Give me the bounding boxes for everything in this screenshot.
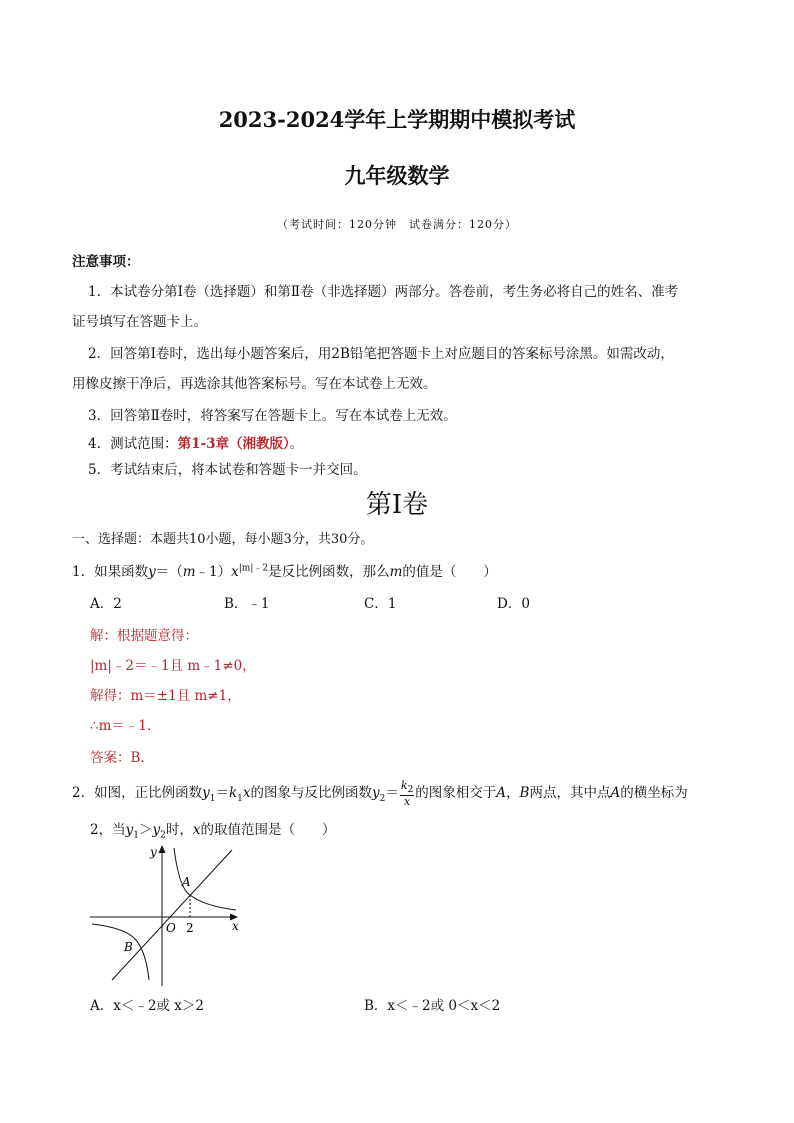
q2-line2-pre: 2，当 (90, 822, 126, 838)
question-1 (72, 560, 497, 580)
q1-exponent: |m|﹣2 (238, 563, 269, 574)
q2-y2b-sub: 2 (160, 830, 166, 841)
test-range: 第1-3章（湘教版） (177, 436, 290, 452)
q2-frac-k-sub: 2 (407, 785, 414, 796)
q2-x1: x (242, 785, 251, 802)
subject-title: 九年级数学 (344, 163, 450, 188)
section-heading: 一、选择题：本题共10小题，每小题3分，共30分。 (72, 532, 374, 547)
q2-line2-tail: 的取值范围是（ ） (200, 822, 336, 838)
q2-option-a: A．x＜﹣2或 x＞2 (90, 998, 204, 1014)
line-y1 (112, 850, 232, 980)
q2-eq2: ＝ (385, 785, 399, 802)
notice-item-3: 3．回答第Ⅱ卷时，将答案写在答题卡上。写在本试卷上无效。 (88, 408, 457, 424)
exam-title: 2023-2024学年上学期期中模拟考试 (218, 107, 576, 132)
q2-point-a2: A (610, 785, 621, 802)
q2-y1b: y (125, 822, 134, 838)
q2-y1b-sub: 1 (133, 830, 139, 841)
q2-comma: ， (506, 785, 520, 802)
q1-post: 是反比例函数，那么 (268, 564, 390, 580)
q2-mid: 的图象与反比例函数 (250, 785, 373, 802)
q2-k1-sub: 1 (237, 793, 243, 804)
q1-solution-line-3: 解得：m＝±1且 m≠1， (90, 688, 241, 704)
q1-var-m2: m (389, 564, 403, 580)
q2-xb: x (192, 822, 201, 838)
notice-item-2-line-2: 用橡皮擦干净后，再选涂其他答案标号。写在本试卷上无效。 (72, 376, 437, 392)
question-2-line-1 (72, 780, 688, 807)
q1-solution-line-1: 解：根据题意得： (90, 628, 198, 644)
q1-option-b: B．﹣1 (224, 596, 270, 612)
q2-y1: y (202, 785, 210, 802)
q2-pre: 2．如图，正比例函数 (72, 785, 203, 802)
graph-label-point-b: B (124, 940, 133, 954)
q2-y2: y (372, 785, 380, 802)
question-2-line-2 (90, 818, 335, 841)
q2-post2: 两点，其中点 (529, 785, 611, 802)
q1-option-a: A．2 (90, 596, 122, 612)
graph-label-two: 2 (186, 921, 194, 935)
notice-item-1-line-2: 证号填写在答题卡上。 (72, 314, 207, 330)
q2-eq1: ＝ (215, 785, 229, 802)
q2-point-a: A (496, 785, 507, 802)
q1-solution-line-4: ∴m＝﹣1． (90, 718, 161, 734)
q2-line2-mid: 时， (165, 822, 193, 838)
q1-option-c: C．1 (364, 596, 397, 612)
notice-item-1-line-1: 1．本试卷分第Ⅰ卷（选择题）和第Ⅱ卷（非选择题）两部分。答卷前，考生务必将自己的姓名、准考 (88, 284, 679, 300)
notice-item-2-line-1: 2．回答第Ⅰ卷时，选出每小题答案后，用2B铅笔把答题卡上对应题目的答案标号涂黑。如需改动， (88, 346, 674, 362)
q1-option-d: D．0 (497, 596, 530, 612)
q1-solution-line-2: |m|﹣2＝﹣1且 m﹣1≠0， (90, 658, 256, 674)
q2-post3: 的横坐标为 (620, 785, 688, 802)
q2-gt: ＞ (138, 822, 153, 838)
q2-frac-k: k (400, 779, 408, 792)
q1-eq: ＝（ (155, 564, 183, 580)
q1-var-m: m (182, 564, 196, 580)
volume-title: 第Ⅰ卷 (365, 490, 429, 520)
q2-frac-x: x (403, 795, 411, 809)
hyperbola-branch-3 (92, 924, 149, 980)
q2-y2-sub: 2 (379, 793, 386, 804)
q2-k1: k (228, 785, 238, 802)
q1-var-y: y (148, 564, 156, 580)
notice-item-4-prefix: 4．测试范围： (88, 436, 178, 452)
y-axis-arrow-icon (159, 845, 166, 853)
graph-label-x: x (232, 919, 239, 933)
q1-var-x: x (231, 564, 239, 580)
notice-heading: 注意事项： (72, 254, 140, 270)
notice-item-4 (88, 432, 303, 452)
graph-label-point-a: A (182, 875, 191, 889)
graph-label-y: y (150, 845, 157, 859)
q2-option-b: B．x＜﹣2或 0＜x＜2 (364, 998, 501, 1014)
q1-pre: 1．如果函数 (72, 564, 149, 580)
q1-tail: 的值是（ ） (402, 564, 497, 580)
notice-item-5: 5．考试结束后，将本试卷和答题卡一并交回。 (88, 462, 367, 478)
q2-point-b: B (519, 785, 530, 802)
q2-fraction (400, 780, 414, 807)
q1-answer: 答案：B． (90, 750, 154, 766)
q2-function-graph (86, 840, 256, 990)
exam-info: （考试时间：120分钟 试卷满分：120分） (277, 218, 517, 231)
q2-post: 的图象相交于 (415, 785, 497, 802)
q2-y1-sub: 1 (209, 793, 216, 804)
q1-minus: ﹣1） (195, 564, 232, 580)
notice-item-4-suffix: 。 (289, 436, 304, 452)
graph-label-origin: O (166, 921, 176, 935)
q2-y2b: y (152, 822, 161, 838)
